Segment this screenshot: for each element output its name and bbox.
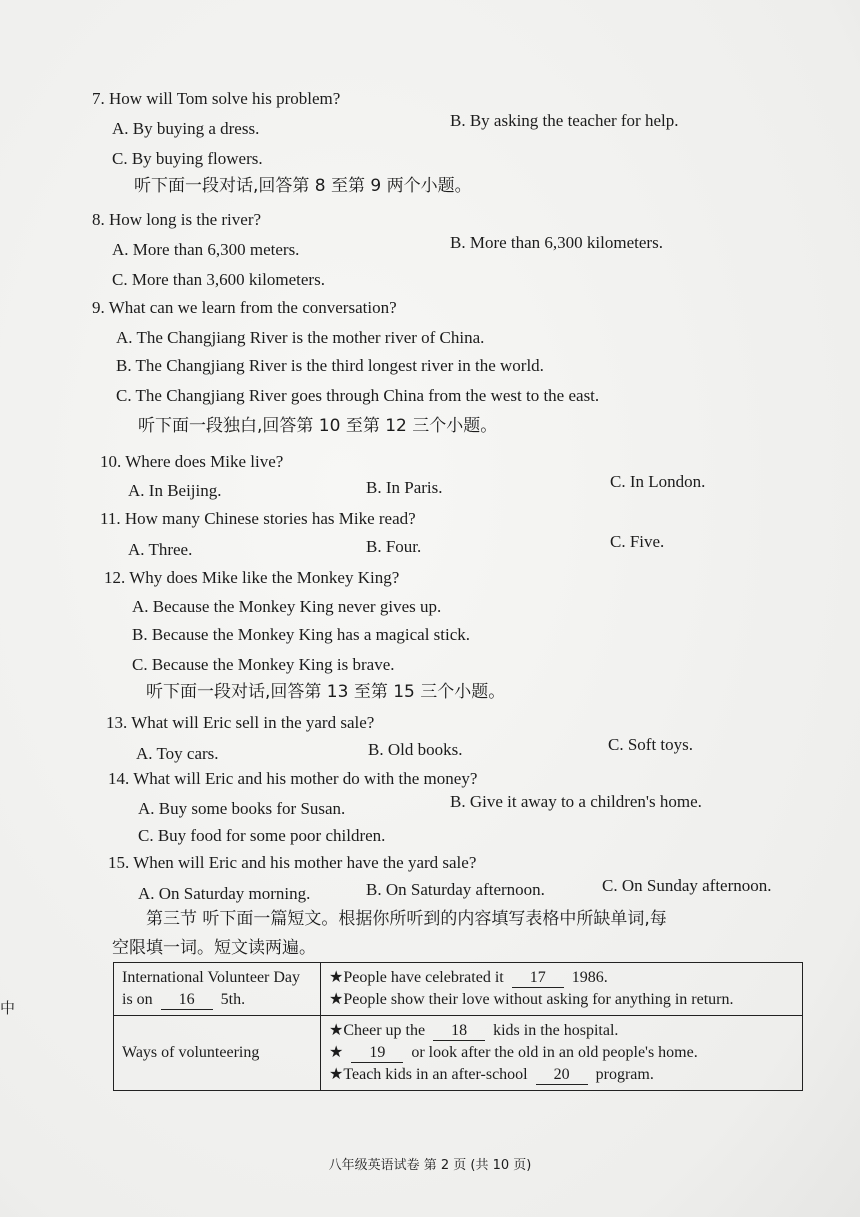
row2-bullet-1-after: kids in the hospital.	[493, 1022, 619, 1039]
question-13-option-a: A. Toy cars.	[136, 744, 219, 763]
question-8-option-a: A. More than 6,300 meters.	[112, 240, 300, 259]
row1-label-after: 5th.	[220, 991, 246, 1008]
question-14-option-b: B. Give it away to a children's home.	[450, 792, 702, 811]
row2-bullet-2	[329, 1042, 794, 1064]
question-8-option-b: B. More than 6,300 kilometers.	[450, 233, 663, 252]
page-footer: 八年级英语试卷 第 2 页 (共 10 页)	[328, 1158, 532, 1173]
question-15-option-b: B. On Saturday afternoon.	[366, 880, 545, 899]
row2-bullet-1-before: ★Cheer up the	[329, 1022, 426, 1039]
question-15-option-a: A. On Saturday morning.	[138, 884, 311, 903]
table-cell-content	[321, 963, 803, 1016]
question-8-option-c: C. More than 3,600 kilometers.	[112, 270, 325, 289]
row1-bullet-1	[329, 967, 794, 989]
question-11-stem: 11. How many Chinese stories has Mike read?	[100, 509, 416, 528]
question-10-stem: 10. Where does Mike live?	[100, 452, 284, 471]
question-15-option-c: C. On Sunday afternoon.	[602, 876, 772, 895]
row2-bullet-1	[329, 1020, 794, 1042]
table-row	[114, 1016, 803, 1091]
question-10-option-b: B. In Paris.	[366, 478, 443, 497]
margin-character: 中	[0, 999, 16, 1017]
question-12-stem: 12. Why does Mike like the Monkey King?	[104, 568, 400, 587]
question-7-option-c: C. By buying flowers.	[112, 149, 263, 168]
row1-bullet-2: ★People show their love without asking for anything in return.	[329, 991, 734, 1008]
table-cell-label: Ways of volunteering	[114, 1016, 321, 1091]
row2-bullet-2-before: ★	[329, 1044, 344, 1061]
section3-instruction-line2: 空限填一词。短文读两遍。	[112, 938, 316, 958]
instruction-q10-12: 听下面一段独白,回答第 10 至第 12 三个小题。	[138, 416, 498, 436]
question-8-stem: 8. How long is the river?	[92, 210, 262, 229]
volunteer-table	[113, 962, 803, 1091]
question-9-option-c: C. The Changjiang River goes through China from the west to the east.	[116, 386, 600, 405]
question-12-option-c: C. Because the Monkey King is brave.	[132, 655, 395, 674]
question-14-option-a: A. Buy some books for Susan.	[138, 799, 346, 818]
question-7-option-b: B. By asking the teacher for help.	[450, 111, 679, 130]
question-9-option-a: A. The Changjiang River is the mother river of China.	[116, 328, 485, 347]
question-14-option-c: C. Buy food for some poor children.	[138, 826, 386, 845]
question-7-option-a: A. By buying a dress.	[112, 119, 260, 138]
question-11-option-a: A. Three.	[128, 540, 193, 559]
row2-bullet-3-before: ★Teach kids in an after-school	[329, 1066, 528, 1083]
row2-bullet-3	[329, 1064, 794, 1086]
question-12-option-a: A. Because the Monkey King never gives up.	[132, 597, 442, 616]
question-10-option-c: C. In London.	[610, 472, 706, 491]
blank-19[interactable]: 19	[351, 1044, 403, 1063]
row1-label-before: International Volunteer Day is on	[122, 969, 301, 1008]
table-cell-label	[114, 963, 321, 1016]
row1-bullet-1-after: 1986.	[571, 969, 608, 986]
row2-bullet-3-after: program.	[595, 1066, 654, 1083]
row2-bullet-2-after: or look after the old in an old people's home.	[411, 1044, 698, 1061]
blank-20[interactable]: 20	[536, 1066, 588, 1085]
question-10-option-a: A. In Beijing.	[128, 481, 222, 500]
section3-instruction-line1: 第三节 听下面一篇短文。根据你所听到的内容填写表格中所缺单词,每	[146, 909, 667, 929]
table-cell-content	[321, 1016, 803, 1091]
instruction-q8-9: 听下面一段对话,回答第 8 至第 9 两个小题。	[134, 176, 472, 196]
row1-bullet-1-before: ★People have celebrated it	[329, 969, 504, 986]
question-11-option-c: C. Five.	[610, 532, 665, 551]
blank-17[interactable]: 17	[512, 969, 564, 988]
instruction-q13-15: 听下面一段对话,回答第 13 至第 15 三个小题。	[146, 682, 506, 702]
question-9-stem: 9. What can we learn from the conversation?	[92, 298, 397, 317]
blank-16[interactable]: 16	[161, 991, 213, 1010]
blank-18[interactable]: 18	[433, 1022, 485, 1041]
question-9-option-b: B. The Changjiang River is the third longest river in the world.	[116, 356, 544, 375]
question-13-option-c: C. Soft toys.	[608, 735, 694, 754]
question-13-stem: 13. What will Eric sell in the yard sale?	[106, 713, 375, 732]
table-row	[114, 963, 803, 1016]
question-14-stem: 14. What will Eric and his mother do with the money?	[108, 769, 478, 788]
question-7-stem: 7. How will Tom solve his problem?	[92, 89, 341, 108]
question-12-option-b: B. Because the Monkey King has a magical stick.	[132, 625, 471, 644]
question-11-option-b: B. Four.	[366, 537, 422, 556]
question-13-option-b: B. Old books.	[368, 740, 463, 759]
question-15-stem: 15. When will Eric and his mother have the yard sale?	[108, 853, 477, 872]
